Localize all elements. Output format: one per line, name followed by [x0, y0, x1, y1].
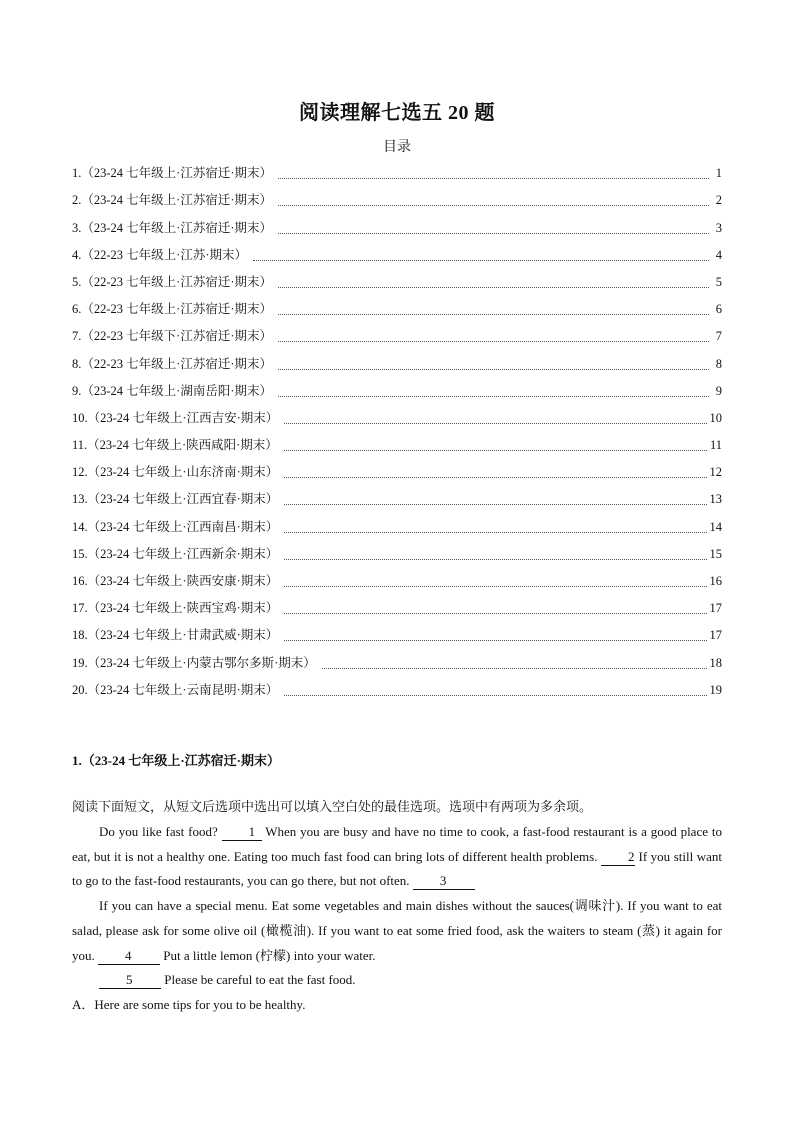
toc-entry[interactable]: [72, 378, 722, 405]
toc-dot-leader: [278, 287, 709, 288]
toc-dot-leader: [284, 586, 706, 587]
toc-dot-leader: [284, 640, 706, 641]
toc-entry-page-number: 19: [709, 682, 722, 697]
toc-entry-page-number: 5: [715, 274, 722, 289]
toc-dot-leader: [284, 532, 706, 533]
table-of-contents: [72, 160, 722, 704]
toc-entry-page-number: 18: [709, 655, 722, 670]
toc-entry-label: 2.（23-24 七年级上·江苏宿迁·期末）: [72, 193, 272, 208]
toc-entry-label: 18.（23-24 七年级上·甘肃武威·期末）: [72, 628, 279, 643]
toc-entry-label: 16.（23-24 七年级上·陕西安康·期末）: [72, 574, 279, 588]
passage-text: Please be careful to eat the fast food.: [161, 972, 356, 988]
toc-entry-page-number: 12: [709, 465, 722, 480]
toc-entry-label: 10.（23-24 七年级上·江西吉安·期末）: [72, 410, 279, 425]
toc-dot-leader: [284, 504, 706, 505]
toc-entry-page-number: 14: [709, 519, 722, 534]
toc-entry-label: 5.（22-23 七年级上·江苏宿迁·期末）: [72, 274, 272, 289]
toc-entry[interactable]: [72, 296, 722, 323]
toc-dot-leader: [278, 396, 709, 397]
section-instruction: 阅读下面短文，从短文后选项中选出可以填入空白处的最佳选项。选项中有两项为多余项。: [72, 799, 593, 814]
toc-entry-label: 12.（23-24 七年级上·山东济南·期末）: [72, 465, 279, 480]
toc-dot-leader: [284, 559, 706, 560]
toc-entry-page-number: 2: [715, 193, 722, 208]
document-title: 阅读理解七选五 20 题: [299, 102, 495, 124]
toc-dot-leader: [278, 369, 709, 370]
passage-text: When you are busy and have no time to cook, a fast-food restaurant is a good place to eat, but it is not a healthy one. Eating too much fast food can bring lots of different health problems.: [72, 824, 722, 864]
toc-dot-leader: [284, 613, 706, 614]
toc-entry-label: 1.（23-24 七年级上·江苏宿迁·期末）: [72, 166, 272, 181]
toc-entry-page-number: 6: [715, 302, 722, 317]
toc-entry[interactable]: [72, 459, 722, 486]
toc-dot-leader: [278, 233, 709, 234]
answer-blank-5: 5: [99, 972, 161, 989]
toc-dot-leader: [322, 668, 707, 669]
toc-entry-label: 3.（23-24 七年级上·江苏宿迁·期末）: [72, 220, 272, 235]
toc-entry[interactable]: [72, 350, 722, 377]
toc-entry[interactable]: [72, 541, 722, 568]
toc-entry[interactable]: [72, 513, 722, 540]
answer-blank-2: 2: [601, 849, 635, 866]
toc-entry-page-number: 10: [709, 410, 722, 425]
passage-paragraph-2: [72, 894, 722, 968]
toc-entry[interactable]: [72, 432, 722, 459]
toc-entry-label: 14.（23-24 七年级上·江西南昌·期末）: [72, 519, 279, 534]
toc-entry-page-number: 1: [715, 166, 722, 181]
passage-paragraph-1: [72, 820, 722, 894]
toc-entry[interactable]: [72, 622, 722, 649]
toc-heading: 目录: [383, 140, 411, 155]
answer-blank-3: 3: [413, 873, 475, 890]
toc-entry[interactable]: [72, 405, 722, 432]
toc-entry[interactable]: [72, 649, 722, 676]
passage-text: Put a little lemon (柠檬) into your water.: [160, 947, 376, 963]
toc-entry-label: 8.（22-23 七年级上·江苏宿迁·期末）: [72, 356, 272, 371]
toc-entry-page-number: 7: [715, 329, 722, 344]
toc-entry-label: 20.（23-24 七年级上·云南昆明·期末）: [72, 682, 279, 697]
answer-blank-4: 4: [98, 948, 160, 965]
toc-entry-label: 17.（23-24 七年级上·陕西宝鸡·期末）: [72, 601, 279, 616]
reading-passage: [72, 820, 722, 1018]
toc-entry-label: 19.（23-24 七年级上·内蒙古鄂尔多斯·期末）: [72, 655, 316, 670]
option-a: A．Here are some tips for you to be healthy.: [72, 996, 306, 1012]
toc-dot-leader: [284, 450, 707, 451]
toc-entry-page-number: 17: [709, 628, 722, 643]
toc-entry-label: 6.（22-23 七年级上·江苏宿迁·期末）: [72, 302, 272, 317]
toc-entry[interactable]: [72, 214, 722, 241]
toc-entry-page-number: 13: [709, 492, 722, 507]
toc-dot-leader: [253, 260, 709, 261]
toc-entry[interactable]: [72, 160, 722, 187]
toc-entry[interactable]: [72, 242, 722, 269]
toc-dot-leader: [278, 205, 709, 206]
toc-entry[interactable]: [72, 323, 722, 350]
toc-entry-label: 11.（23-24 七年级上·陕西咸阳·期末）: [72, 438, 278, 453]
passage-text: If you still want to go to the fast-food restaurants, you can go there, but not often.: [72, 848, 722, 889]
toc-entry-page-number: 3: [715, 220, 722, 235]
toc-dot-leader: [284, 423, 706, 424]
toc-entry-page-number: 4: [715, 247, 722, 262]
toc-entry-label: 4.（22-23 七年级上·江苏·期末）: [72, 247, 247, 262]
section-heading: 1.（23-24 七年级上·江苏宿迁·期末）: [72, 753, 281, 768]
answer-blank-1: 1: [222, 824, 262, 841]
toc-dot-leader: [284, 695, 706, 696]
toc-entry-page-number: 16: [709, 574, 722, 588]
toc-entry-page-number: 15: [709, 546, 722, 561]
toc-entry-page-number: 9: [715, 383, 722, 398]
toc-dot-leader: [278, 178, 709, 179]
toc-entry-page-number: 8: [715, 356, 722, 371]
toc-entry[interactable]: [72, 568, 722, 595]
toc-entry[interactable]: [72, 677, 722, 704]
toc-entry-label: 15.（23-24 七年级上·江西新余·期末）: [72, 546, 279, 561]
toc-dot-leader: [284, 477, 706, 478]
toc-entry-page-number: 17: [709, 601, 722, 616]
toc-dot-leader: [278, 314, 709, 315]
toc-entry[interactable]: [72, 187, 722, 214]
toc-entry[interactable]: [72, 486, 722, 513]
passage-text: Do you like fast food?: [99, 824, 222, 839]
toc-entry-label: 13.（23-24 七年级上·江西宜春·期末）: [72, 492, 279, 507]
passage-text: If you can have a special menu. Eat some vegetables and main dishes without the sauces(调味汁). If you want to eat salad, please ask for some olive oil (橄榄油). If you want to eat some fried food, ask the waiters to steam (蒸) it again for you.: [72, 898, 722, 963]
passage-paragraph-3: [72, 968, 722, 993]
toc-entry-label: 9.（23-24 七年级上·湖南岳阳·期末）: [72, 383, 272, 398]
toc-dot-leader: [278, 341, 709, 342]
toc-entry-page-number: 11: [709, 438, 722, 453]
toc-entry[interactable]: [72, 595, 722, 622]
toc-entry-label: 7.（22-23 七年级下·江苏宿迁·期末）: [72, 329, 272, 344]
toc-entry[interactable]: [72, 269, 722, 296]
